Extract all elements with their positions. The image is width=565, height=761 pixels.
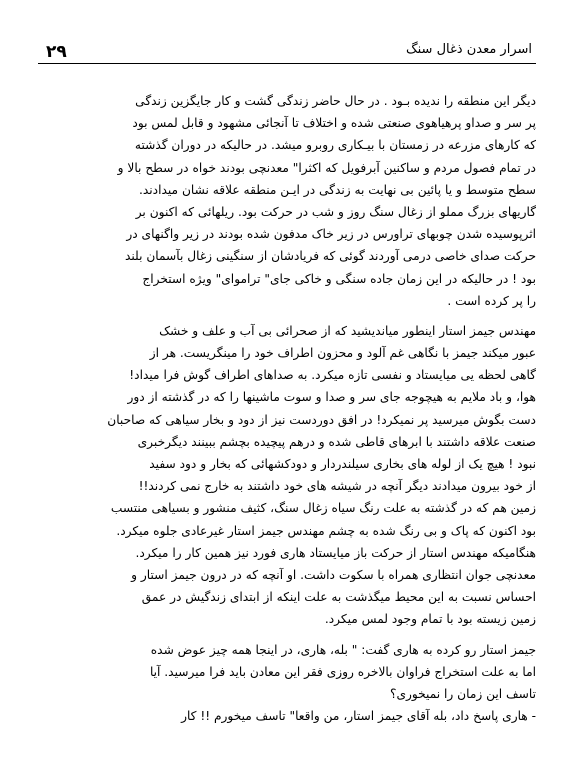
text-line: که کارهای مزرعه در زمستان با بیـکاری روبرو میشد. در حالیکه در دوران گذشته — [134, 138, 536, 153]
text-line: - هاری پاسخ داد، بله آقای جیمز استار، من واقعا" تاسف میخورم !! کار — [181, 709, 536, 724]
text-line: هوا، و باد ملایم به هیچوجه جای سر و صدا و سوت ماشینها را که در گذشته از دور — [127, 390, 536, 405]
paragraph-gap — [38, 631, 536, 639]
paragraph — [38, 705, 536, 727]
header-rule — [38, 63, 536, 64]
text-line: بود ! در حالیکه در این زمان جاده سنگی و خاکی جای" ترامواى" ویژه استخراج — [142, 271, 536, 286]
text-line: اثرپوسیده شدن چوبهای تراورس در زیر خاک مدفون شده بودند در زیر واگنهای در — [126, 227, 536, 242]
text-line: گاریهای بزرگ مملو از زغال سنگ روز و شب در حرکت بود. ریلهائی که اکنون بر — [135, 204, 536, 219]
text-line: گاهی لحظه یی میایستاد و نفسی تازه میکرد. به صداهای اطراف گوش فرا میداد! — [129, 368, 536, 383]
text-line: سطح متوسط و یا پائین بی نهایت به زندگی در ایـن منطقه علاقه نشان میدادند. — [139, 182, 536, 197]
text-line: مهندس جیمز استار اینطور میاندیشید که از صحرائی بی آب و علف و خشک — [159, 323, 536, 338]
page-header — [38, 40, 536, 64]
text-line: هنگامیکه مهندس استار از حرکت باز میایستاد هاری فورد نیز همین کار را میکرد. — [135, 545, 536, 560]
text-line: معدنچی جوان انتظاری همراه با سکوت داشت. او آنچه که در درون جیمز استار و — [131, 567, 536, 582]
text-line: زمین زیسته بود با تمام وجود لمس میکرد. — [324, 612, 536, 627]
text-line: احساس نسبت به این محیط میگذشت به علت اینکه از ابتدای زندگیش در عمق — [141, 590, 536, 605]
paragraph-gap — [38, 312, 536, 320]
paragraph — [38, 320, 536, 631]
text-line: دیگر این منطقه را ندیده بـود . در حال حاضر زندگی گشت و کار جایگزین زندگی — [135, 94, 536, 108]
text-line: را پر کرده است . — [447, 293, 536, 308]
running-title: اسرار معدن ذغال سنگ — [405, 42, 532, 57]
paragraph — [38, 90, 536, 312]
text-line: اما به علت استخراج فراوان بالاخره روزی فقر این معادن باید فرا میرسید. آیا — [149, 664, 536, 679]
text-line: از خود بیرون میدادند دیگر آنچه در شیشه های خود داشتند به خارج نمی کردند!! — [138, 479, 536, 494]
text-line: جیمز استار رو کرده به هاری گفت: " بله، هاری، در اینجا همه چیز عوض شده — [150, 642, 536, 657]
text-line: عبور میکند جیمز با نگاهی غم آلود و محزون اطراف خود را مینگریست. هر از — [149, 346, 536, 361]
text-line: نبود ! هیچ یک از لوله های بخاری سیلندردار و دودکشهائی که بخار و دود سفید — [149, 457, 536, 471]
paragraph — [38, 639, 536, 706]
text-line: صنعت علاقه داشتند با ابرهای قاطی شده و درهم پیچیده بچشم ببینند دیگرخبری — [137, 434, 536, 449]
text-line: حرکت صدای خاصی درمی آوردند گوئی که فریادشان از سنگینی زغال بآسمان بلند — [124, 249, 536, 264]
body-text — [38, 90, 536, 727]
text-line: دست بگوش میرسید پر نمیکرد! در افق دوردست نیز از دود و بخار سیاهی که صاحبان — [107, 412, 536, 427]
text-line: تاسف این زمان را نمیخوری؟ — [389, 686, 536, 701]
text-line: بود اکنون که پاک و بی رنگ شده به چشم مهندس جیمز استار غیرعادی جلوه میکرد. — [116, 523, 536, 538]
text-line: پر سر و صداو پرهیاهوی صنعتی شده و اختلاف تا آنجائی مشهود و قابل لمس بود — [132, 116, 536, 131]
text-line: در تمام فصول مردم و ساکنین آبرفویل که اکثرا" معدنچی بودند خواه در سطح بالا و — [117, 160, 536, 175]
text-line: زمین هم که در گذشته به علت رنگ سیاه زغال سنگ، کثیف منشور و بسیاهی منتسب — [110, 501, 536, 516]
page-number: ۲۹ — [46, 42, 67, 62]
